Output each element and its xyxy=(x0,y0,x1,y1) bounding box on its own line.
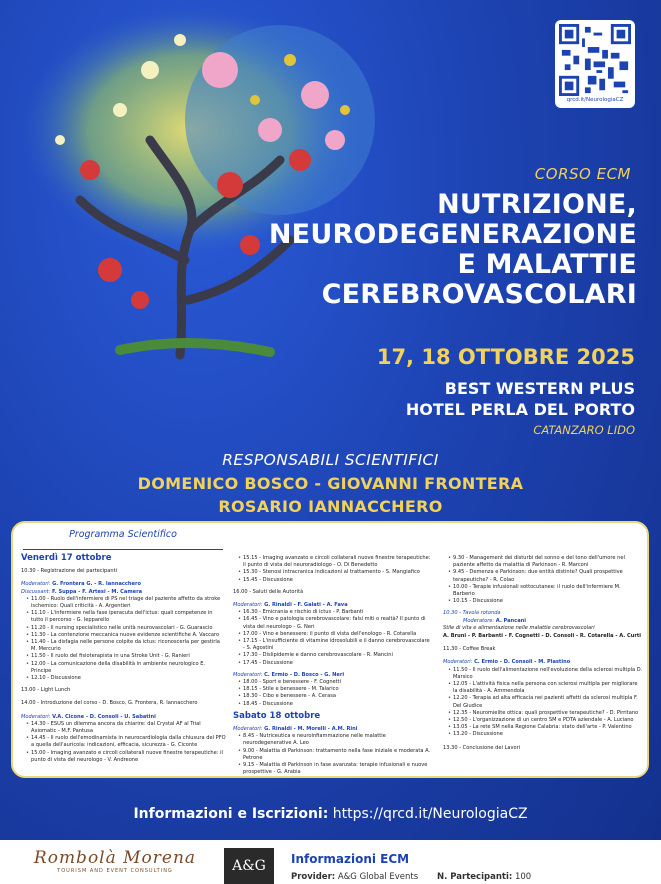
list-item: • 12.00 - La comunicazione della disabilità in ambiente neurologico E. Principe xyxy=(27,661,226,675)
venue-line: HOTEL PERLA DEL PORTO xyxy=(405,400,635,419)
logo-script-text: Rombolà Morena xyxy=(33,848,197,868)
provider-label: Provider: xyxy=(291,872,336,882)
list-item: • 17.45 - Discussione xyxy=(239,660,433,667)
list-item: • 11.40 - La disfagia nelle persone colpite da ictus: riconoscerla per gestirla M. Mercurio xyxy=(27,639,226,653)
moderators-label: Moderatori: xyxy=(21,713,51,720)
provider-value: A&G Global Events xyxy=(337,872,419,882)
ecm-heading: Informazioni ECM xyxy=(291,852,410,866)
list-item: • 17.15 - L'insufficiente di vitamine idrosolubili e il danno cerebrovascolare - S. Agostini xyxy=(239,638,433,652)
round-table-topic: Stile di vita e alimentazione nelle malattie cerebrovascolari xyxy=(443,624,595,631)
title-line: NEURODEGENERAZIONE xyxy=(268,219,637,250)
round-table: 10.30 - Tavola rotonda xyxy=(443,610,501,617)
title-line: E MALATTIE xyxy=(457,249,637,280)
list-item: • 15.00 - Imaging avanzato e circoli collaterali nuove finestre terapeutiche: il punto di vista del neurologo - V. Andreone xyxy=(27,750,226,764)
qr-code-pattern xyxy=(559,24,631,96)
program-entry: 11.30 - Coffee Break xyxy=(443,646,496,653)
day-heading: Venerdì 17 ottobre xyxy=(21,553,112,563)
moderators xyxy=(233,726,433,733)
session-list xyxy=(233,679,433,708)
moderators-label: Moderatori: xyxy=(443,659,473,666)
list-item: • 15.45 - Discussione xyxy=(239,577,433,584)
moderators xyxy=(233,672,433,679)
list-item: • 12.10 - Discussione xyxy=(27,675,226,682)
list-item: • 11.50 - Il ruolo dell'alimentazione nell'evoluzione della sclerosi multipla D. Marsico xyxy=(449,667,643,681)
moderators-names: C. Ermio - D. Consoli - M. Plastino xyxy=(474,659,571,666)
list-item: • 12.05 - L'attività fisica nella persona con sclerosi multipla per migliorare la disabilità - A. Ammendola xyxy=(449,681,643,695)
list-item: • 11.30 - La contenzione meccanica nuove evidenze scientifiche A. Vaccaro xyxy=(27,632,226,639)
responsabili-names: ROSARIO IANNACCHERO xyxy=(218,497,443,516)
moderators xyxy=(21,581,226,588)
list-item: • 18.00 - Sport e benessere - F. Cognetti xyxy=(239,679,433,686)
list-item: • 13.20 - Discussione xyxy=(449,731,643,738)
info-link[interactable]: https://qrcd.it/NeurologiaCZ xyxy=(332,806,528,822)
session-list xyxy=(443,667,643,739)
moderators-label: Moderatore: xyxy=(463,617,495,624)
discussants-label: Discussant: xyxy=(21,588,51,595)
ecm-participants xyxy=(437,872,531,882)
program-entry: 10.30 - Registrazione dei partecipanti xyxy=(21,568,117,575)
session-list xyxy=(443,555,643,605)
ag-logo: A&G xyxy=(224,848,274,884)
round-table-names: A. Bruni - P. Barbanti - F. Cognetti - D. Consoli - R. Cotarella - A. Curti xyxy=(443,633,642,640)
moderators-names: A. Pancani xyxy=(495,617,527,624)
list-item: • 12.35 - Neuromielite ottica: quali prospettive terapeutiche? - D. Pirritano xyxy=(449,710,643,717)
list-item: • 10.00 - Terapie infusionali sottocutanee: il ruolo dell'infermiere M. Barberio xyxy=(449,584,643,598)
participants-value: 100 xyxy=(514,872,532,882)
venue xyxy=(406,378,635,420)
list-item: • 12.20 - Terapia ad alta efficacia nei pazienti affetti da sclerosi multipla F. Del Giudice xyxy=(449,695,643,709)
course-label: CORSO ECM xyxy=(534,165,631,183)
qr-code[interactable] xyxy=(555,20,635,108)
list-item: • 17.00 - Vino e benessere: il punto di vista dell'enologo - R. Cotarella xyxy=(239,631,433,638)
moderators-label: Moderatori: xyxy=(233,726,263,733)
program-entry: 13.30 - Conclusione dei Lavori xyxy=(443,744,521,751)
moderators-label: Moderatori: xyxy=(233,671,263,678)
program-column-1 xyxy=(21,553,226,764)
list-item: • 18.45 - Discussione xyxy=(239,701,433,708)
info-label: Informazioni e Iscrizioni: xyxy=(133,806,329,822)
program-column-3 xyxy=(443,555,643,758)
participants-label: N. Partecipanti: xyxy=(437,872,513,882)
list-item: • 14.30 - ESUS un dilemma ancora da chiarire: dal Crystal AF al Trial Axiomatic - M.F. Pantusa xyxy=(27,721,226,735)
day-heading: Sabato 18 ottobre xyxy=(233,710,321,721)
list-item: • 16.30 - Emicrania e rischio di ictus - P. Barbanti xyxy=(239,609,433,616)
responsabili-heading: RESPONSABILI SCIENTIFICI xyxy=(222,451,439,469)
moderators-label: Moderatori: xyxy=(21,581,51,588)
list-item: • 15.15 - Imaging avanzato e circoli collaterali nuove finestre terapeutiche: il punto di vista del neuroradiologo - O. Di Benedetto xyxy=(239,555,433,569)
list-item: • 13.05 - La rete SM nella Regione Calabria: stato dell'arte - P. Valentino xyxy=(449,724,643,731)
list-item: • 11.50 - Il ruolo del fisioterapista in una Stroke Unit - G. Ranieri xyxy=(27,653,226,660)
list-item: • 9.00 - Malattia di Parkinson: trattamento nella fase iniziale e moderata A. Petrone xyxy=(239,748,433,762)
info-bar xyxy=(0,806,661,822)
event-dates: 17, 18 OTTOBRE 2025 xyxy=(376,345,635,369)
session-list xyxy=(233,609,433,667)
program-entry: 13.00 - Light Lunch xyxy=(21,687,71,694)
moderators-names: G. Rinaldi - F. Galati - A. Fava xyxy=(264,602,348,609)
list-item: • 11.00 - Ruolo dell'infermiere di PS nel triage del paziente affetto da stroke ischemico: Quali criticità - A. Argentieri xyxy=(27,596,226,610)
session-list xyxy=(233,555,433,584)
course-title xyxy=(269,190,637,310)
list-item: • 14.45 - Il ruolo dell'emodinamista in neurocardiologia dalla chiusura del PFO a quella dell'auricola: indicazioni, efficacia, sicurezza - G. Ciconte xyxy=(27,735,226,749)
program-entry: 16.00 - Saluti delle Autorità xyxy=(233,588,304,595)
moderators xyxy=(443,618,643,625)
list-item: • 11.20 - Il nursing specialistico nelle unità neurovascolari - G. Guarascio xyxy=(27,625,226,632)
ecm-provider xyxy=(291,872,418,882)
moderators-names: G. Frontera G. - R. Iannacchero xyxy=(52,581,142,588)
tree-brain-illustration xyxy=(0,0,400,370)
session-list xyxy=(233,733,433,776)
list-item: • 18.30 - Cibo e benessere - A. Cerasa xyxy=(239,693,433,700)
list-item: • 9.30 - Management dei disturbi del sonno e del tono dell'umore nel paziente affetto da malattia di Parkinson - R. Marconi xyxy=(449,555,643,569)
list-item: • 11.10 - L'infermiere nella fase iperacuta dell'ictus: quali competenze in tutto il percorso - G. Iepparello xyxy=(27,610,226,624)
discussants-names: F. Suppa - F. Artesi - M. Camera xyxy=(52,588,143,595)
logo-subtitle: TOURISM AND EVENT CONSULTING xyxy=(57,868,173,874)
list-item: • 10.15 - Discussione xyxy=(449,598,643,605)
program-column-2 xyxy=(233,555,433,776)
moderators-names: G. Rinaldi - M. Morelli - A.M. Rini xyxy=(264,726,358,733)
list-item: • 16.45 - Vino e patologia cerebrovascolare: falsi miti o realtà? Il punto di vista del neurologo - G. Neri xyxy=(239,616,433,630)
qr-caption: qrcd.it/NeurologiaCZ xyxy=(566,97,624,103)
title-line: CEREBROVASCOLARI xyxy=(321,279,637,310)
moderators-label: Moderatori: xyxy=(233,602,263,609)
responsabili-names: DOMENICO BOSCO - GIOVANNI FRONTERA xyxy=(137,474,524,493)
program-box xyxy=(11,521,649,778)
moderators-names: V.A. Cicone - D. Consoli - U. Sabatini xyxy=(52,713,156,720)
list-item: • 17.30 - Dislipidemie e danno cerebrovascolare - R. Mancini xyxy=(239,652,433,659)
moderators xyxy=(443,659,643,666)
venue-line: BEST WESTERN PLUS xyxy=(444,379,635,398)
program-divider xyxy=(23,549,223,550)
list-item: • 9.15 - Malattia di Parkinson in fase avanzata: terapie infusionali e nuove prospettive - G. Arabia xyxy=(239,762,433,776)
moderators xyxy=(21,714,226,721)
session-list xyxy=(21,596,226,682)
rombola-logo xyxy=(25,848,205,874)
venue-place: CATANZARO LIDO xyxy=(533,423,635,437)
list-item: • 8.45 - Nutriceutica e neuroinfiammazione nelle malattie neurodegenerative A. Leo xyxy=(239,733,433,747)
program-heading: Programma Scientifico xyxy=(69,529,177,540)
list-item: • 18.15 - Stile e benessere - M. Talarico xyxy=(239,686,433,693)
moderators-names: C. Ermio - D. Bosco - G. Neri xyxy=(264,671,345,678)
list-item: • 15.30 - Stenosi intracranica indicazioni al trattamento - S. Mangiafico xyxy=(239,569,433,576)
title-line: NUTRIZIONE, xyxy=(437,189,637,220)
program-entry: 14.00 - Introduzione del corso - D. Bosco, G. Frontera, R. Iannacchero xyxy=(21,700,198,707)
discussants xyxy=(21,589,226,596)
session-list xyxy=(21,721,226,764)
list-item: • 9.45 - Demenza e Parkinson: due entità distinte? Quali prospettive terapeutiche? - R. Colao xyxy=(449,569,643,583)
moderators xyxy=(233,602,433,609)
list-item: • 12.50 - L'organizzazione di un centro SM e PDTA aziendale - A. Luciano xyxy=(449,717,643,724)
